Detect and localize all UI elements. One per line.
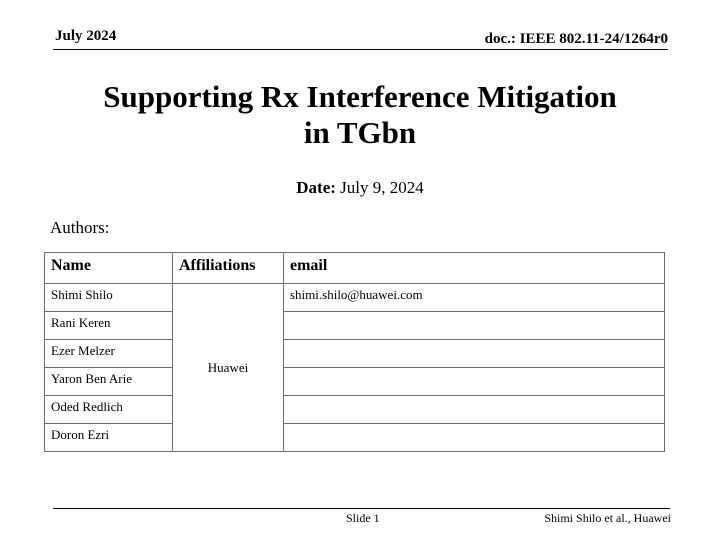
author-email [284,424,665,452]
author-email [284,312,665,340]
column-header-name: Name [45,253,173,284]
author-affiliation: Huawei [173,284,284,452]
table-header-row [45,253,665,284]
author-name: Ezer Melzer [45,340,173,368]
header-doc-id: doc.: IEEE 802.11-24/1264r0 [484,31,668,47]
table-row [45,312,665,340]
slide-title-line-2: in TGbn [303,115,417,150]
author-name: Shimi Shilo [45,284,173,312]
column-header-email: email [284,253,665,284]
author-email: shimi.shilo@huawei.com [284,284,665,312]
slide-number: Slide 1 [346,511,380,525]
author-name: Rani Keren [45,312,173,340]
header-divider [53,49,668,50]
author-email [284,396,665,424]
table-row [45,424,665,452]
footer-divider [53,508,670,509]
header-date: July 2024 [55,28,117,44]
column-header-affiliations: Affiliations [173,253,284,284]
authors-table [44,252,665,452]
table-row [45,340,665,368]
date-value: July 9, 2024 [340,178,424,197]
authors-label: Authors: [50,218,110,237]
author-email [284,340,665,368]
table-row [45,396,665,424]
table-row [45,368,665,396]
author-name: Yaron Ben Arie [45,368,173,396]
author-name: Oded Redlich [45,396,173,424]
slide-title [40,79,680,151]
date-line [0,178,720,198]
table-row [45,284,665,312]
author-name: Doron Ezri [45,424,173,452]
date-label: Date: [296,178,336,197]
slide-title-line-1: Supporting Rx Interference Mitigation [103,79,617,114]
author-email [284,368,665,396]
footer-author: Shimi Shilo et al., Huawei [544,511,671,525]
